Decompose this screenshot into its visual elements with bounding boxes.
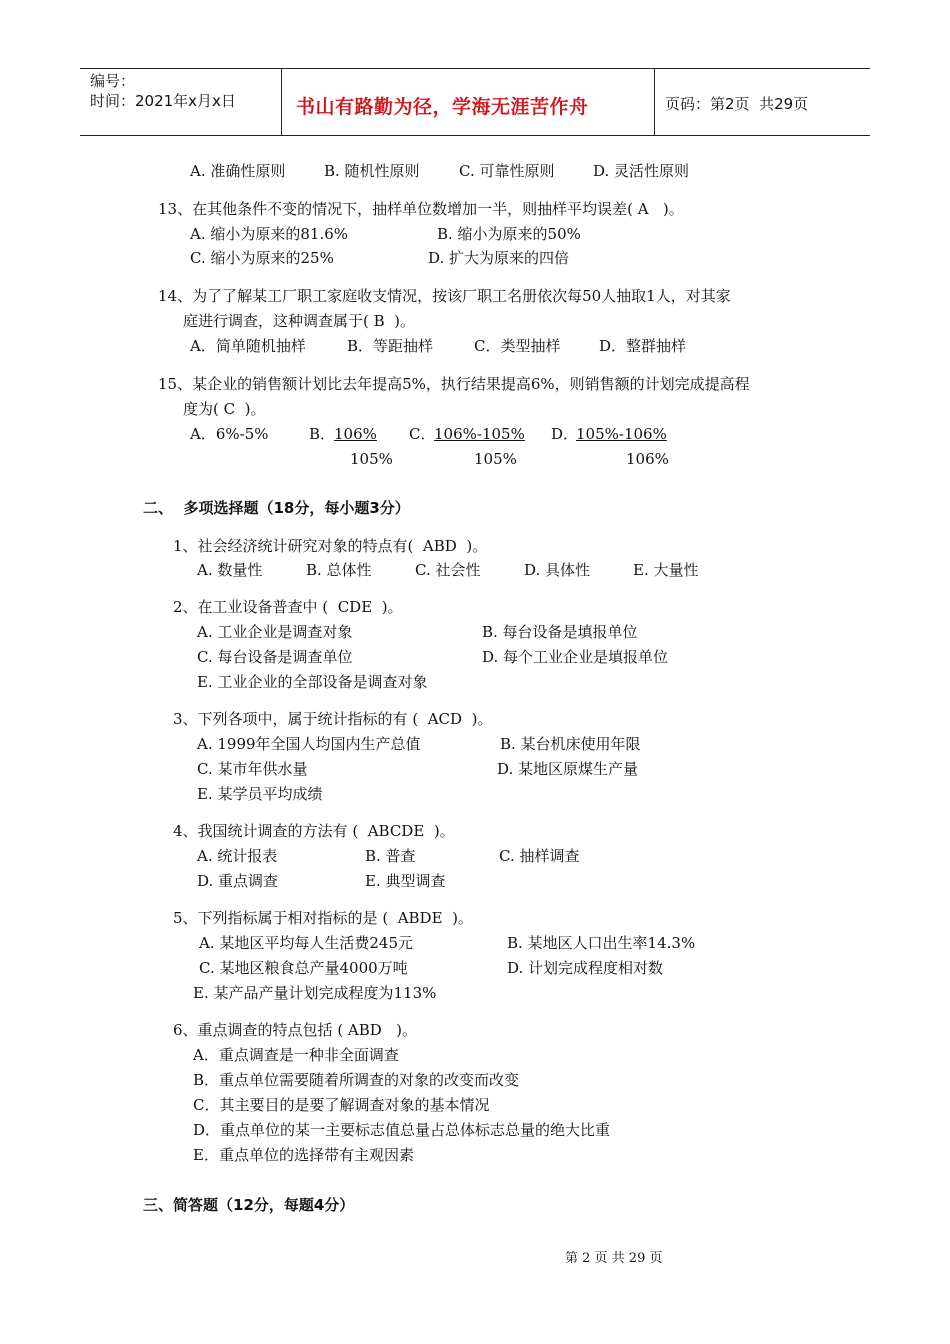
s2-q5-option-c: C. 某地区粮食总产量4000万吨 bbox=[199, 959, 408, 977]
header-time-label: 时间：2021年x月x日 bbox=[90, 92, 236, 110]
header-serial-label: 编号： bbox=[90, 72, 136, 90]
s2-q5-option-d: D. 计划完成程度相对数 bbox=[507, 959, 664, 977]
header-divider-right bbox=[654, 68, 655, 136]
s2-q4-option-b: B. 普查 bbox=[365, 847, 416, 865]
q15-option-c-denominator: 105% bbox=[474, 450, 517, 468]
q14-option-a: A．简单随机抽样 bbox=[190, 337, 306, 355]
s2-q1-stem: 1、社会经济统计研究对象的特点有( ABD )。 bbox=[173, 537, 488, 555]
s2-q5-option-e: E. 某产品产量计划完成程度为113% bbox=[193, 984, 437, 1002]
q15-option-d-label: D． bbox=[551, 425, 579, 443]
q15-option-b-numerator: 106% bbox=[334, 425, 377, 443]
s2-q6-option-e: E．重点单位的选择带有主观因素 bbox=[193, 1146, 414, 1164]
s2-q2-option-e: E. 工业企业的全部设备是调查对象 bbox=[197, 673, 428, 691]
s2-q2-option-b: B. 每台设备是填报单位 bbox=[482, 623, 638, 641]
s2-q3-stem: 3、下列各项中，属于统计指标的有 ( ACD )。 bbox=[173, 710, 493, 728]
s2-q1-option-a: A. 数量性 bbox=[197, 561, 263, 579]
q14-option-b: B．等距抽样 bbox=[347, 337, 434, 355]
header-top-border bbox=[80, 68, 870, 69]
s2-q2-option-d: D. 每个工业企业是填报单位 bbox=[482, 648, 669, 666]
s2-q1-option-c: C. 社会性 bbox=[415, 561, 481, 579]
s2-q3-option-c: C. 某市年供水量 bbox=[197, 760, 308, 778]
s2-q4-option-a: A. 统计报表 bbox=[197, 847, 278, 865]
q12-option-c: C. 可靠性原则 bbox=[459, 162, 555, 180]
q15-option-d-numerator: 105%-106% bbox=[576, 425, 667, 443]
s2-q1-option-e: E. 大量性 bbox=[633, 561, 699, 579]
q15-option-b-denominator: 105% bbox=[350, 450, 393, 468]
q15-option-a: A．6%-5% bbox=[190, 425, 269, 443]
q12-option-b: B. 随机性原则 bbox=[324, 162, 420, 180]
q15-option-c-label: C． bbox=[409, 425, 436, 443]
s2-q6-option-c: C．其主要目的是要了解调查对象的基本情况 bbox=[193, 1096, 490, 1114]
header-motto: 书山有路勤为径，学海无涯苦作舟 bbox=[296, 96, 589, 118]
s2-q1-option-d: D. 具体性 bbox=[524, 561, 591, 579]
q13-option-c: C. 缩小为原来的25% bbox=[190, 249, 334, 267]
q13-stem: 13、在其他条件不变的情况下，抽样单位数增加一半，则抽样平均误差( A )。 bbox=[158, 200, 684, 218]
s2-q3-option-a: A. 1999年全国人均国内生产总值 bbox=[197, 735, 421, 753]
q12-option-a: A. 准确性原则 bbox=[190, 162, 286, 180]
section3-title: 三、简答题（12分，每题4分） bbox=[143, 1196, 355, 1214]
q14-option-d: D．整群抽样 bbox=[599, 337, 687, 355]
s2-q4-option-d: D. 重点调查 bbox=[197, 872, 279, 890]
section2-title: 二、 多项选择题（18分，每小题3分） bbox=[143, 499, 410, 517]
s2-q3-option-b: B. 某台机床使用年限 bbox=[500, 735, 641, 753]
s2-q2-option-c: C. 每台设备是调查单位 bbox=[197, 648, 353, 666]
s2-q5-option-b: B. 某地区人口出生率14.3% bbox=[507, 934, 696, 952]
footer-page-number: 第 2 页 共 29 页 bbox=[565, 1251, 663, 1266]
s2-q3-option-e: E. 某学员平均成绩 bbox=[197, 785, 323, 803]
s2-q4-option-c: C. 抽样调查 bbox=[499, 847, 580, 865]
s2-q6-option-d: D．重点单位的某一主要标志值总量占总体标志总量的绝大比重 bbox=[193, 1121, 611, 1139]
s2-q1-option-b: B. 总体性 bbox=[306, 561, 372, 579]
q14-option-c: C．类型抽样 bbox=[474, 337, 561, 355]
q15-stem-line1: 15、某企业的销售额计划比去年提高5%，执行结果提高6%，则销售额的计划完成提高程 bbox=[158, 375, 750, 393]
s2-q4-stem: 4、我国统计调查的方法有 ( ABCDE )。 bbox=[173, 822, 455, 840]
s2-q6-option-a: A．重点调查是一种非全面调查 bbox=[193, 1046, 399, 1064]
q12-option-d: D. 灵活性原则 bbox=[593, 162, 690, 180]
s2-q5-stem: 5、下列指标属于相对指标的是 ( ABDE )。 bbox=[173, 909, 473, 927]
s2-q2-option-a: A. 工业企业是调查对象 bbox=[197, 623, 353, 641]
s2-q3-option-d: D. 某地区原煤生产量 bbox=[497, 760, 639, 778]
header-page-info: 页码：第2页 共29页 bbox=[665, 95, 809, 113]
q13-option-d: D. 扩大为原来的四倍 bbox=[428, 249, 570, 267]
header-bottom-border bbox=[80, 135, 870, 136]
s2-q4-option-e: E. 典型调查 bbox=[365, 872, 446, 890]
q15-option-d-denominator: 106% bbox=[626, 450, 669, 468]
q15-stem-line2: 度为( C )。 bbox=[183, 400, 266, 418]
s2-q5-option-a: A. 某地区平均每人生活费245元 bbox=[199, 934, 414, 952]
s2-q2-stem: 2、在工业设备普查中 ( CDE )。 bbox=[173, 598, 403, 616]
q13-option-a: A. 缩小为原来的81.6% bbox=[190, 225, 349, 243]
s2-q6-stem: 6、重点调查的特点包括 ( ABD )。 bbox=[173, 1021, 417, 1039]
q13-option-b: B. 缩小为原来的50% bbox=[437, 225, 581, 243]
q14-stem-line1: 14、为了了解某工厂职工家庭收支情况，按该厂职工名册依次每50人抽取1人，对其家 bbox=[158, 287, 731, 305]
q15-option-c-numerator: 106%-105% bbox=[434, 425, 525, 443]
s2-q6-option-b: B．重点单位需要随着所调查的对象的改变而改变 bbox=[193, 1071, 520, 1089]
header-divider-left bbox=[281, 68, 282, 136]
q14-stem-line2: 庭进行调查，这种调查属于( B )。 bbox=[183, 312, 416, 330]
q15-option-b-label: B． bbox=[309, 425, 336, 443]
